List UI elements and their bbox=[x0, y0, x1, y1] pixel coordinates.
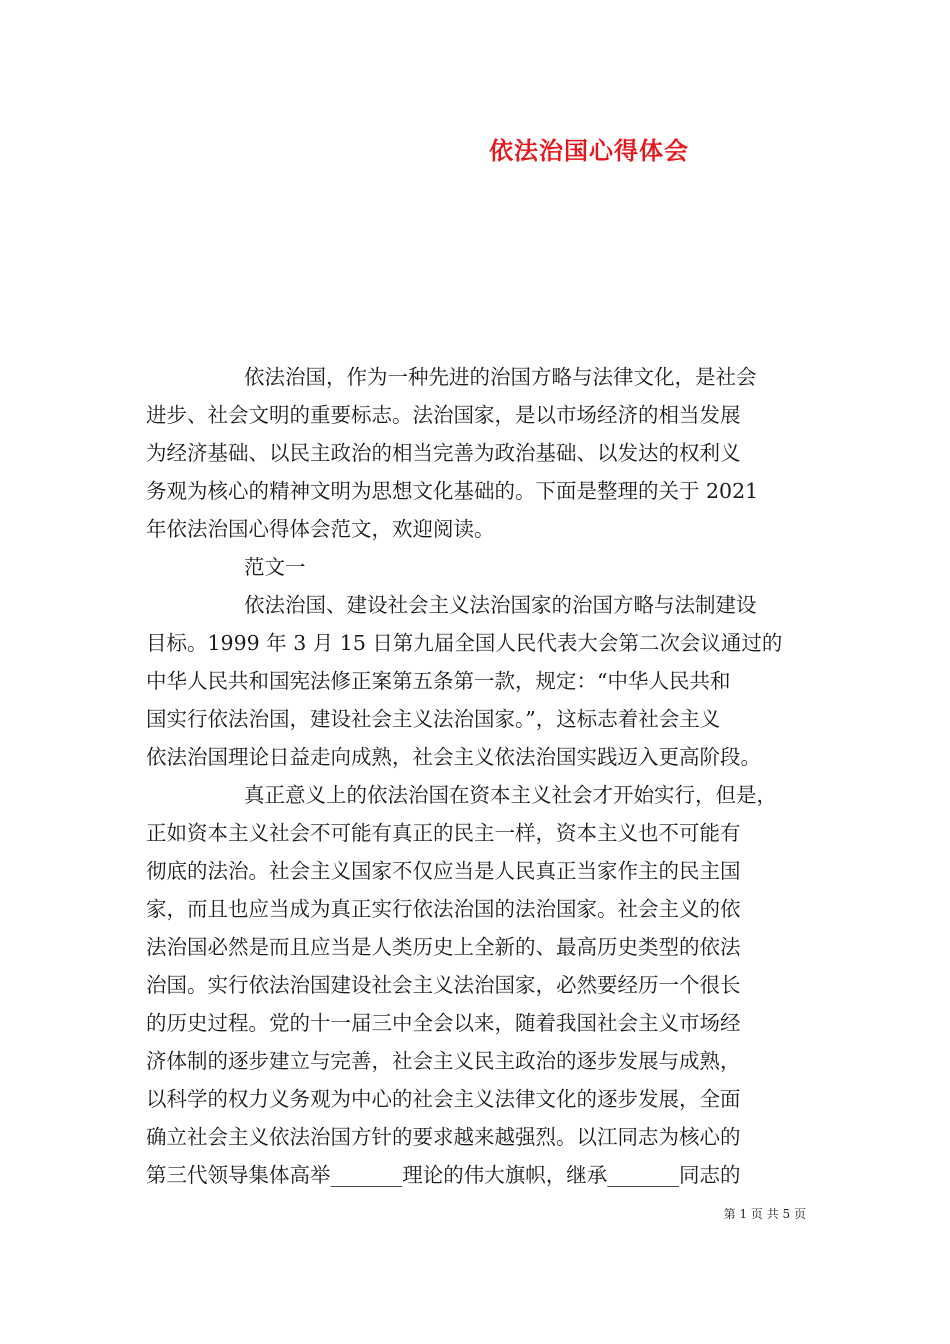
paragraph-line: 法治国必然是而且应当是人类历史上全新的、最高历史类型的依法 bbox=[146, 935, 741, 959]
paragraph-line: 确立社会主义依法治国方针的要求越来越强烈。以江同志为核心的 bbox=[146, 1125, 741, 1149]
page-title: 依法治国心得体会 bbox=[489, 136, 689, 165]
paragraph-line: 的历史过程。党的十一届三中全会以来，随着我国社会主义市场经 bbox=[146, 1011, 741, 1035]
section-heading: 范文一 bbox=[244, 555, 306, 579]
paragraph-line: 目标。1999 年 3 月 15 日第九届全国人民代表大会第二次会议通过的 bbox=[146, 631, 783, 655]
paragraph-line: 进步、社会文明的重要标志。法治国家，是以市场经济的相当发展 bbox=[146, 403, 741, 427]
paragraph-line: 依法治国，作为一种先进的治国方略与法律文化，是社会 bbox=[244, 365, 757, 389]
paragraph-line: 依法治国、建设社会主义法治国家的治国方略与法制建设 bbox=[244, 593, 757, 617]
paragraph-line: 真正意义上的依法治国在资本主义社会才开始实行，但是， bbox=[244, 783, 777, 807]
paragraph-line: 中华人民共和国宪法修正案第五条第一款，规定：“中华人民共和 bbox=[146, 669, 731, 693]
paragraph-line: 第三代领导集体高举_______理论的伟大旗帜，继承_______同志的 bbox=[146, 1163, 741, 1187]
paragraph-line: 正如资本主义社会不可能有真正的民主一样，资本主义也不可能有 bbox=[146, 821, 741, 845]
paragraph-line: 济体制的逐步建立与完善，社会主义民主政治的逐步发展与成熟， bbox=[146, 1049, 741, 1073]
paragraph-line: 为经济基础、以民主政治的相当完善为政治基础、以发达的权利义 bbox=[146, 441, 741, 465]
paragraph-line: 依法治国理论日益走向成熟，社会主义依法治国实践迈入更高阶段。 bbox=[146, 745, 761, 769]
paragraph-line: 家，而且也应当成为真正实行依法治国的法治国家。社会主义的依 bbox=[146, 897, 741, 921]
body-text bbox=[146, 358, 808, 1194]
paragraph-line: 彻底的法治。社会主义国家不仅应当是人民真正当家作主的民主国 bbox=[146, 859, 741, 883]
paragraph-line: 年依法治国心得体会范文，欢迎阅读。 bbox=[146, 517, 495, 541]
paragraph-line: 务观为核心的精神文明为思想文化基础的。下面是整理的关于 2021 bbox=[146, 479, 759, 503]
paragraph-line: 以科学的权力义务观为中心的社会主义法律文化的逐步发展，全面 bbox=[146, 1087, 741, 1111]
paragraph-line: 国实行依法治国，建设社会主义法治国家。”，这标志着社会主义 bbox=[146, 707, 721, 731]
paragraph-line: 治国。实行依法治国建设社会主义法治国家，必然要经历一个很长 bbox=[146, 973, 741, 997]
page-number-footer: 第 1 页 共 5 页 bbox=[723, 1207, 806, 1221]
